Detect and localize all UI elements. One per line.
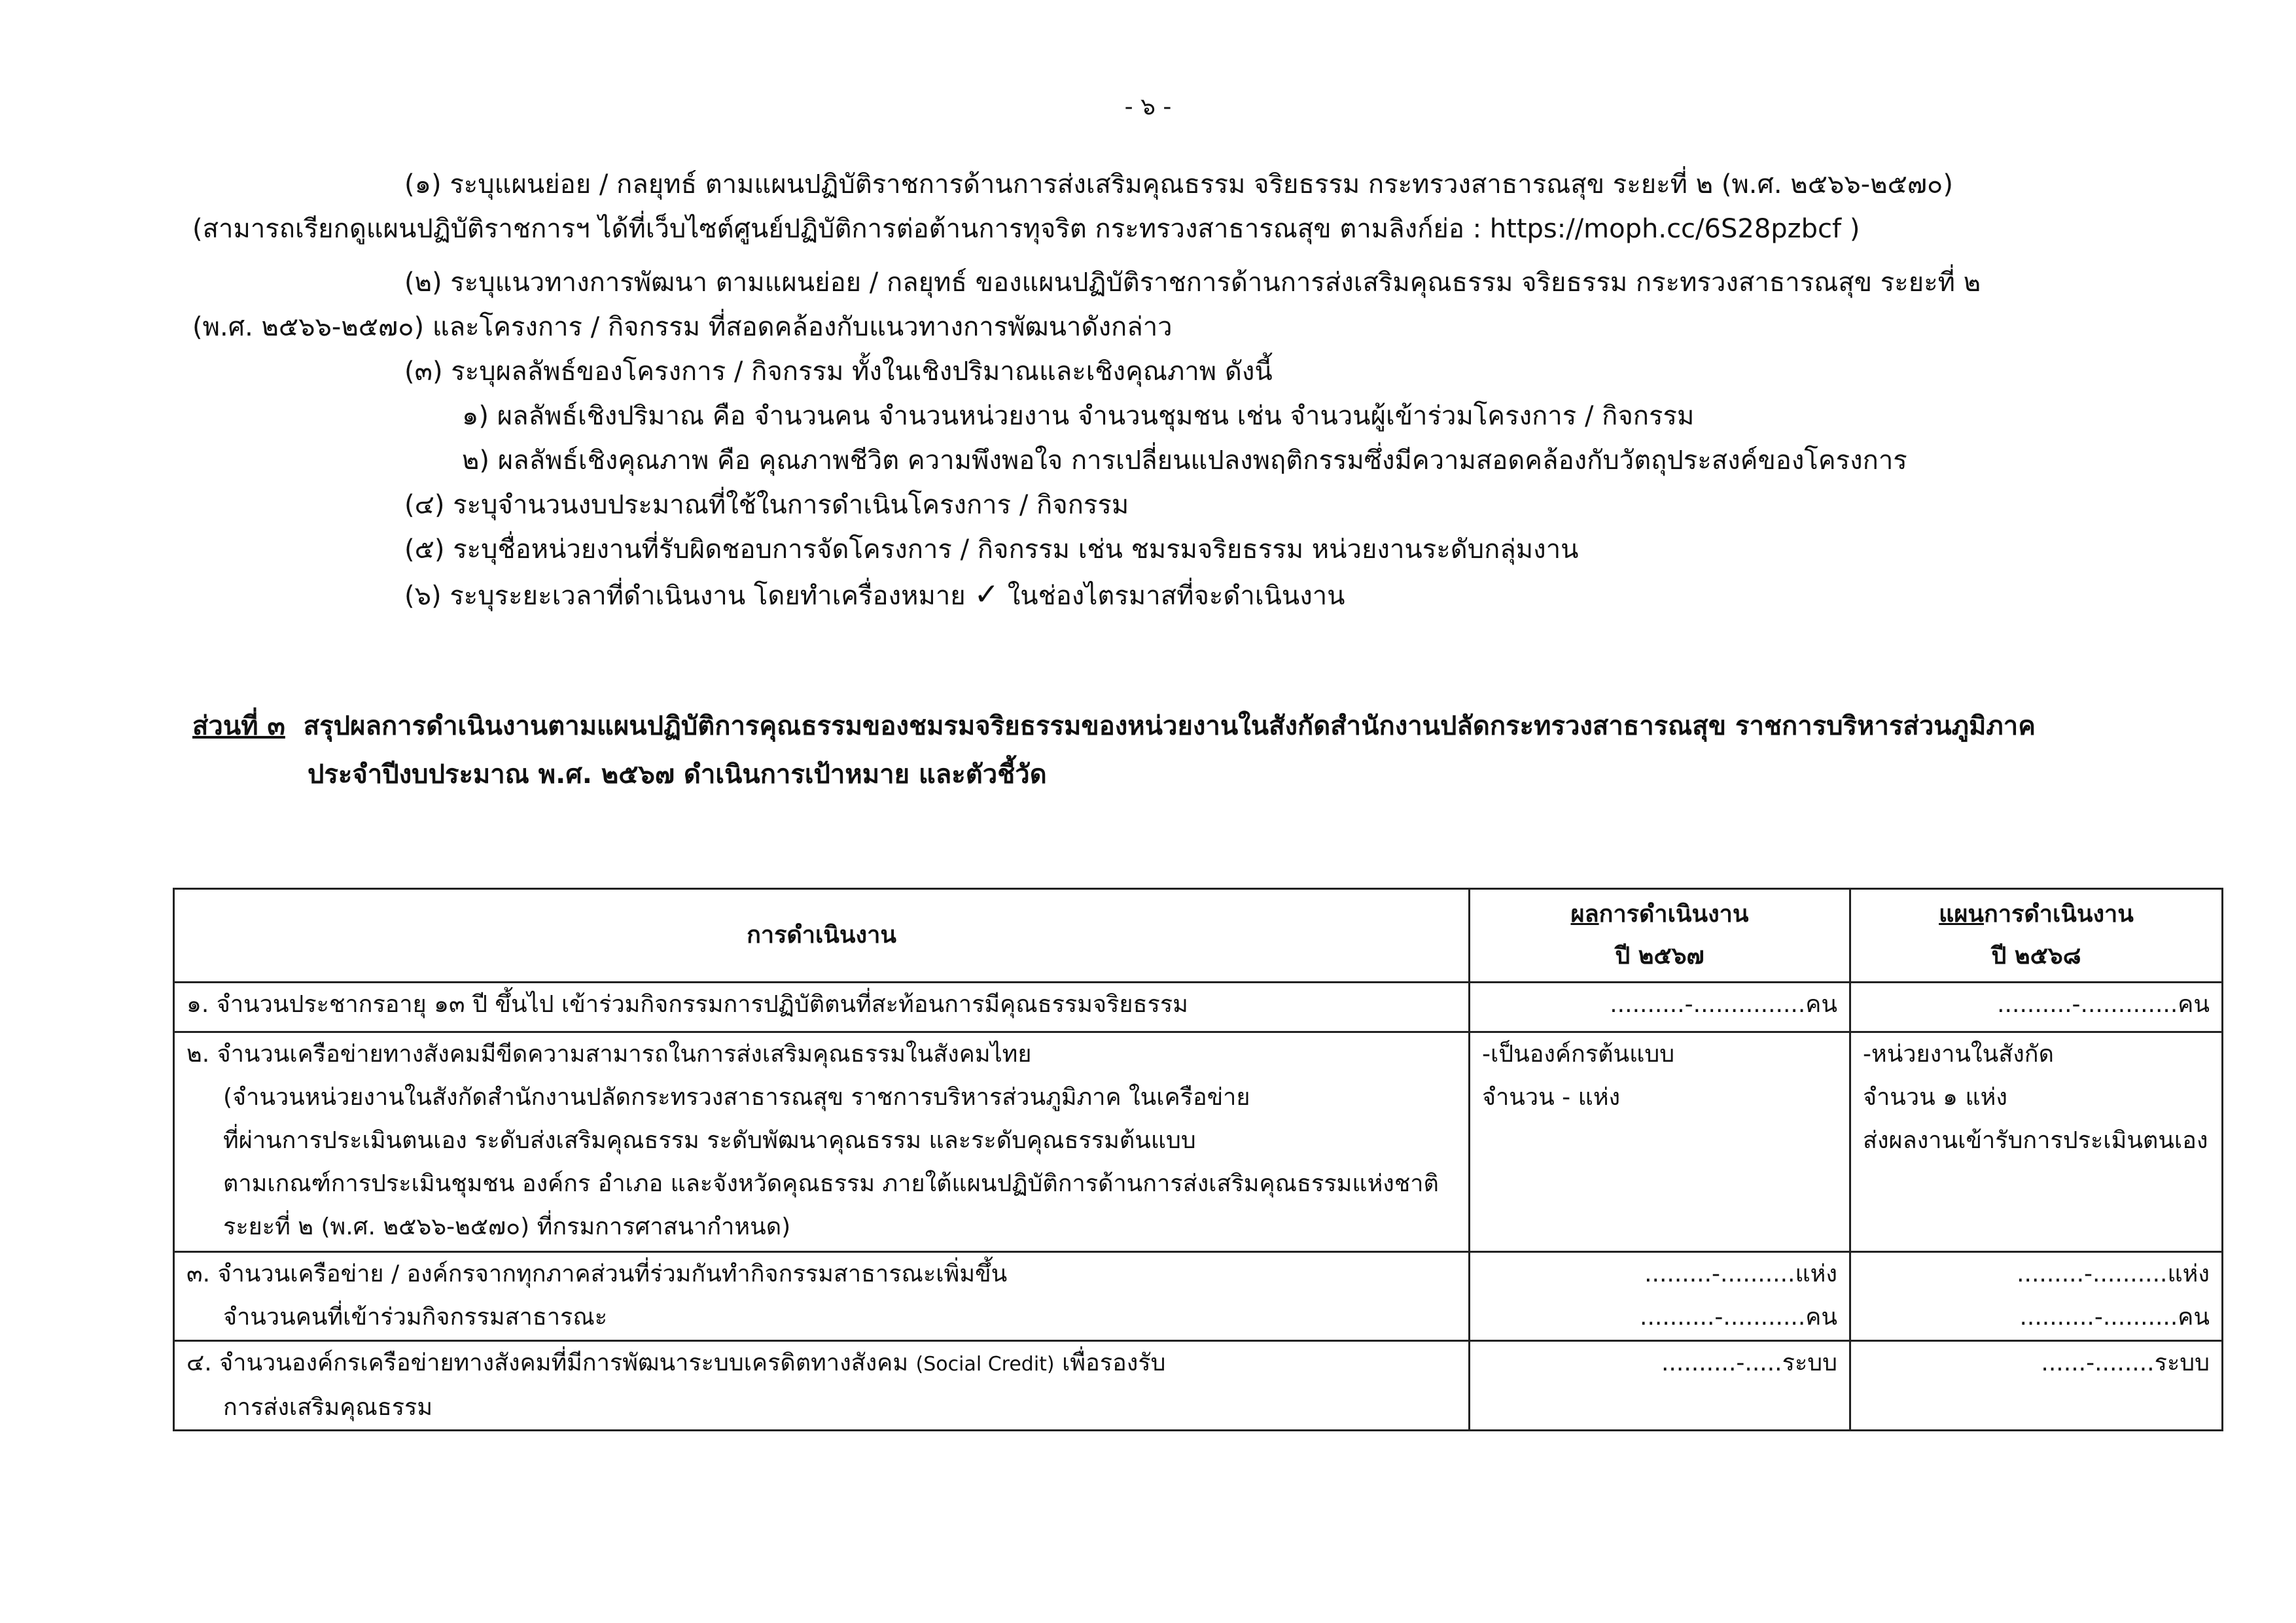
row-3-plan-line-1: .........-..........แห่ง <box>2017 1261 2210 1287</box>
instruction-6 <box>404 577 1345 613</box>
table-row <box>174 1341 2223 1431</box>
row-2-plan-line-1: -หน่วยงานในสังกัด <box>1863 1041 2054 1068</box>
header-plan-year: ปี ๒๕๖๘ <box>1991 943 2081 969</box>
section-3-title-line-1 <box>192 709 2036 743</box>
instruction-6-text-after: ในช่องไตรมาสที่จะดำเนินงาน <box>1007 581 1345 611</box>
row-2-result-line-2: จำนวน - แห่ง <box>1482 1084 1621 1111</box>
row-1-plan-value: ..........-.............คน <box>1997 991 2210 1018</box>
instruction-2-line-2: (พ.ศ. ๒๕๖๖-๒๕๗๐) และโครงการ / กิจกรรม ที่สอดคล้องกับแนวทางการพัฒนาดังกล่าว <box>192 312 1173 342</box>
row-4-result <box>1470 1341 1850 1431</box>
row-2-result <box>1470 1032 1850 1252</box>
row-1-text: ๑. จำนวนประชากรอายุ ๑๓ ปี ขึ้นไป เข้าร่วมกิจกรรมการปฏิบัติตนที่สะท้อนการมีคุณธรรมจริยธรรม <box>186 991 1188 1018</box>
row-3-line-1: ๓. จำนวนเครือข่าย / องค์กรจากทุกภาคส่วนที่ร่วมกันทำกิจกรรมสาธารณะเพิ่มขึ้น <box>186 1261 1008 1287</box>
section-3-title-line-2: ประจำปีงบประมาณ พ.ศ. ๒๕๖๗ ดำเนินการเป้าหมาย และตัวชี้วัด <box>308 759 1047 790</box>
row-3-line-2: จำนวนคนที่เข้าร่วมกิจกรรมสาธารณะ <box>223 1304 608 1331</box>
instruction-3-sub-2: ๒) ผลลัพธ์เชิงคุณภาพ คือ คุณภาพชีวิต ความพึงพอใจ การเปลี่ยนแปลงพฤติกรรมซึ่งมีความสอดคล้องกับวัตถุประสงค์ของโครงการ <box>462 445 1907 476</box>
header-results-underlined: ผล <box>1570 901 1599 928</box>
page-number: - ๖ - <box>1124 94 1172 120</box>
instruction-4: (๔) ระบุจำนวนงบประมาณที่ใช้ในการดำเนินโครงการ / กิจกรรม <box>404 490 1129 520</box>
row-3-plan-line-2: ..........-..........คน <box>2019 1304 2210 1331</box>
row-2-plan-line-2: จำนวน ๑ แห่ง <box>1863 1084 2007 1111</box>
results-table <box>173 888 2223 1431</box>
header-plan-2568 <box>1850 889 2223 983</box>
row-4-operation <box>174 1341 1470 1431</box>
instruction-2-line-1: (๒) ระบุแนวทางการพัฒนา ตามแผนย่อย / กลยุทธ์ ของแผนปฏิบัติราชการด้านการส่งเสริมคุณธรรม จริยธรรม กระทรวงสาธารณสุข ระยะที่ ๒ <box>404 268 1981 298</box>
row-3-result-line-2: ..........-...........คน <box>1640 1304 1837 1331</box>
instruction-6-text: (๖) ระบุระยะเวลาที่ดำเนินงาน โดยทำเครื่องหมาย <box>404 581 966 611</box>
row-4-result-value: ..........-.....ระบบ <box>1661 1350 1837 1376</box>
row-4-line-2: การส่งเสริมคุณธรรม <box>223 1394 433 1421</box>
row-2-line-3: ที่ผ่านการประเมินตนเอง ระดับส่งเสริมคุณธรรม ระดับพัฒนาคุณธรรม และระดับคุณธรรมต้นแบบ <box>223 1127 1196 1154</box>
check-mark-icon: ✓ <box>974 576 999 612</box>
row-2-line-5: ระยะที่ ๒ (พ.ศ. ๒๕๖๖-๒๕๗๐) ที่กรมการศาสนากำหนด) <box>223 1213 791 1240</box>
row-4-line-1-c: เพื่อรองรับ <box>1062 1350 1166 1376</box>
row-2-result-line-1: -เป็นองค์กรต้นแบบ <box>1482 1041 1675 1068</box>
header-plan-underlined: แผน <box>1939 901 1985 928</box>
header-results-2567 <box>1470 889 1850 983</box>
table-row <box>174 1252 2223 1341</box>
row-4-line-1-b: (Social Credit) <box>915 1353 1055 1376</box>
header-plan-rest: การดำเนินงาน <box>1984 901 2134 928</box>
row-2-plan <box>1850 1032 2223 1252</box>
row-3-result <box>1470 1252 1850 1341</box>
row-4-plan-value: ......-........ระบบ <box>2041 1350 2210 1376</box>
section-3-title: สรุปผลการดำเนินงานตามแผนปฏิบัติการคุณธรรมของชมรมจริยธรรมของหน่วยงานในสังกัดสำนักงานปลัดกระทรวงสาธารณสุข ราชการบริหารส่วนภูมิภาค <box>303 711 2036 741</box>
row-2-line-2: (จำนวนหน่วยงานในสังกัดสำนักงานปลัดกระทรวงสาธารณสุข ราชการบริหารส่วนภูมิภาค ในเครือข่าย <box>223 1084 1250 1111</box>
table-row <box>174 1032 2223 1252</box>
instruction-3: (๓) ระบุผลลัพธ์ของโครงการ / กิจกรรม ทั้งในเชิงปริมาณและเชิงคุณภาพ ดังนี้ <box>404 357 1273 387</box>
table-header-row <box>174 889 2223 983</box>
header-results-year: ปี ๒๕๖๗ <box>1615 943 1704 969</box>
instruction-5: (๕) ระบุชื่อหน่วยงานที่รับผิดชอบการจัดโครงการ / กิจกรรม เช่น ชมรมจริยธรรม หน่วยงานระดับกลุ่มงาน <box>404 534 1579 565</box>
instruction-1-line-2: (สามารถเรียกดูแผนปฏิบัติราชการฯ ได้ที่เว็บไซต์ศูนย์ปฏิบัติการต่อต้านการทุจริต กระทรวงสาธารณสุข ตามลิงก์ย่อ : https://moph.cc/6S28pzbcf ) <box>192 214 1860 244</box>
table-row <box>174 983 2223 1032</box>
row-4-line-1 <box>186 1342 1457 1386</box>
row-3-plan <box>1850 1252 2223 1341</box>
instruction-3-sub-1: ๑) ผลลัพธ์เชิงปริมาณ คือ จำนวนคน จำนวนหน่วยงาน จำนวนชุมชน เช่น จำนวนผู้เข้าร่วมโครงการ / กิจกรรม <box>462 401 1695 431</box>
row-4-plan <box>1850 1341 2223 1431</box>
row-3-operation <box>174 1252 1470 1341</box>
row-4-line-1-a: ๔. จำนวนองค์กรเครือข่ายทางสังคมที่มีการพัฒนาระบบเครดิตทางสังคม <box>186 1350 909 1376</box>
row-3-result-line-1: .........-..........แห่ง <box>1644 1261 1837 1287</box>
instruction-1-line-1: (๑) ระบุแผนย่อย / กลยุทธ์ ตามแผนปฏิบัติราชการด้านการส่งเสริมคุณธรรม จริยธรรม กระทรวงสาธารณสุข ระยะที่ ๒ (พ.ศ. ๒๕๖๖-๒๕๗๐) <box>404 169 1953 200</box>
row-1-operation <box>174 983 1470 1032</box>
row-1-result-value: ..........-...............คน <box>1610 991 1837 1018</box>
row-2-operation <box>174 1032 1470 1252</box>
row-2-line-4: ตามเกณฑ์การประเมินชุมชน องค์กร อำเภอ และจังหวัดคุณธรรม ภายใต้แผนปฏิบัติการด้านการส่งเสริมคุณธรรมแห่งชาติ <box>223 1170 1439 1197</box>
row-2-line-1: ๒. จำนวนเครือข่ายทางสังคมมีขีดความสามารถในการส่งเสริมคุณธรรมในสังคมไทย <box>186 1041 1032 1068</box>
row-1-plan <box>1850 983 2223 1032</box>
row-1-result <box>1470 983 1850 1032</box>
header-operation: การดำเนินงาน <box>174 889 1470 983</box>
section-3-label: ส่วนที่ ๓ <box>192 711 285 741</box>
header-results-rest: การดำเนินงาน <box>1598 901 1749 928</box>
row-2-plan-line-3: ส่งผลงานเข้ารับการประเมินตนเอง <box>1863 1127 2208 1154</box>
